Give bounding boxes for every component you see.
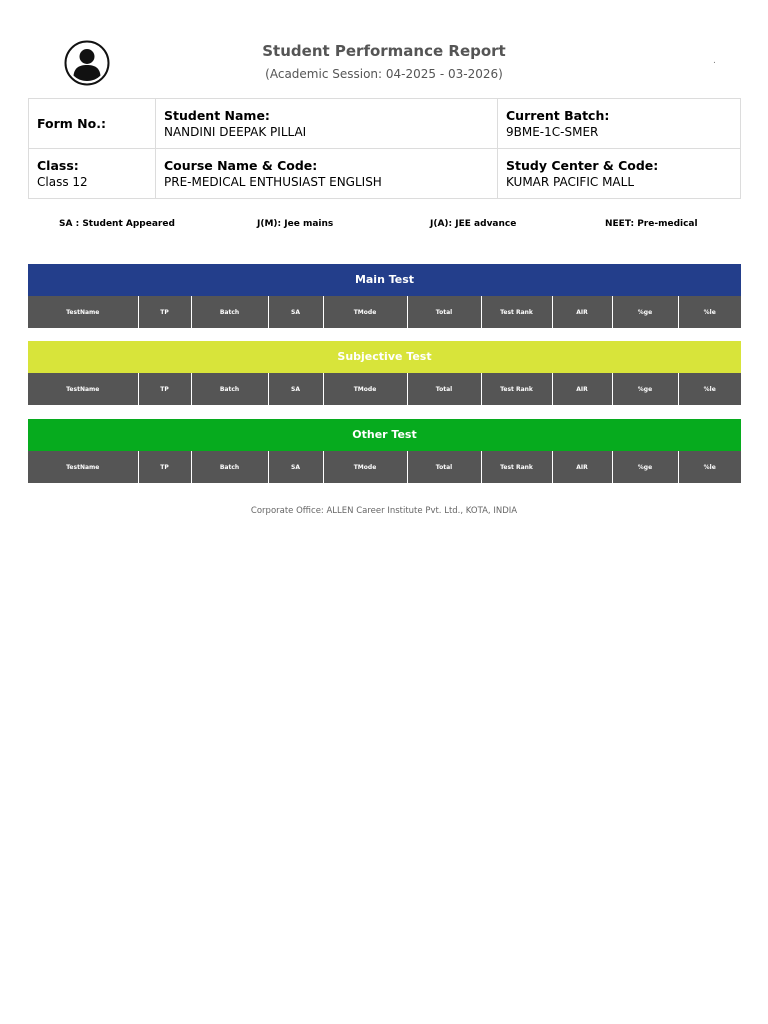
col-total: Total [407,296,481,328]
student-name-cell [156,99,498,149]
course-cell [156,149,498,199]
subjective-test-title: Subjective Test [28,341,741,373]
col-air: AIR [552,373,612,405]
footer-corporate-office: Corporate Office: ALLEN Career Institute Pvt. Ltd., KOTA, INDIA [250,506,518,516]
form-no-label: Form No.: [37,116,106,131]
report-title: Student Performance Report [262,42,506,60]
other-test-section [28,419,741,483]
col-tp: TP [138,296,191,328]
col-testname: TestName [28,296,138,328]
current-batch-value: 9BME-1C-SMER [506,124,599,139]
legend-item-neet: NEET: Pre-medical [605,219,698,229]
col-test-rank: Test Rank [481,296,552,328]
table-header-row [28,451,741,483]
student-name-label: Student Name: [164,107,270,123]
col-total: Total [407,451,481,483]
current-batch-cell [498,99,741,149]
col-tp: TP [138,373,191,405]
col-tp: TP [138,451,191,483]
academic-session: (Academic Session: 04-2025 - 03-2026) [265,67,503,81]
main-test-table [28,296,741,328]
course-value: PRE-MEDICAL ENTHUSIAST ENGLISH [164,174,382,189]
col-tmode: TMode [323,451,407,483]
col-percentile: %le [678,296,741,328]
current-batch-label: Current Batch: [506,107,610,123]
col-testname: TestName [28,451,138,483]
form-no-cell [29,99,156,149]
col-batch: Batch [191,451,268,483]
study-center-cell [498,149,741,199]
legend-item-sa: SA : Student Appeared [59,219,175,229]
col-batch: Batch [191,373,268,405]
col-air: AIR [552,451,612,483]
study-center-label: Study Center & Code: [506,157,659,173]
col-tmode: TMode [323,373,407,405]
subjective-test-table [28,373,741,405]
col-percentage: %ge [612,451,678,483]
col-sa: SA [268,373,323,405]
study-center-value: KUMAR PACIFIC MALL [506,174,634,189]
student-info-table [28,98,741,199]
table-header-row [28,296,741,328]
class-label: Class: [37,157,79,173]
col-air: AIR [552,296,612,328]
abbreviation-legend [28,219,741,233]
student-name-value: NANDINI DEEPAK PILLAI [164,124,307,139]
table-header-row [28,373,741,405]
col-tmode: TMode [323,296,407,328]
course-label: Course Name & Code: [164,157,318,173]
legend-item-jm: J(M): Jee mains [257,219,334,229]
other-test-title: Other Test [28,419,741,451]
col-percentile: %le [678,373,741,405]
legend-item-ja: J(A): JEE advance [430,219,517,229]
main-test-section [28,264,741,328]
col-test-rank: Test Rank [481,373,552,405]
col-test-rank: Test Rank [481,451,552,483]
col-sa: SA [268,451,323,483]
subjective-test-section [28,341,741,405]
col-percentile: %le [678,451,741,483]
col-batch: Batch [191,296,268,328]
class-cell [29,149,156,199]
col-percentage: %ge [612,373,678,405]
header-dot: . [713,56,716,66]
other-test-table [28,451,741,483]
class-value: Class 12 [37,174,88,189]
report-header [0,0,768,95]
col-testname: TestName [28,373,138,405]
main-test-title: Main Test [28,264,741,296]
col-sa: SA [268,296,323,328]
col-percentage: %ge [612,296,678,328]
col-total: Total [407,373,481,405]
